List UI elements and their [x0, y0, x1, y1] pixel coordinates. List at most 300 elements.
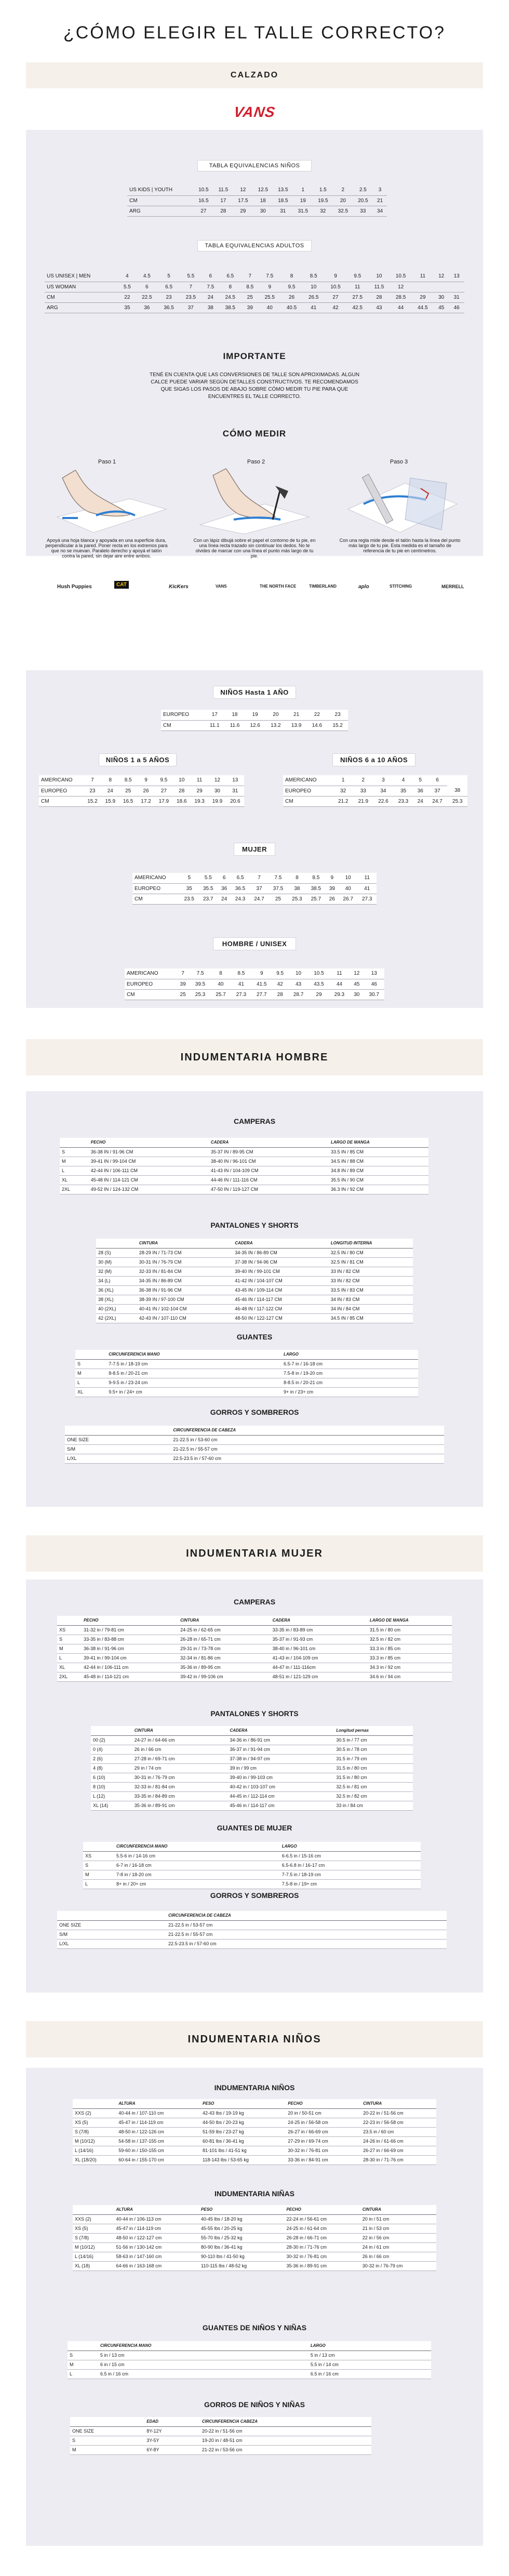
table-row [83, 1870, 421, 1879]
paso-2-illustration [197, 468, 312, 535]
table-cell: 36 [413, 786, 427, 796]
table-cell: 30.5 in / 78 cm [334, 1745, 413, 1754]
table-row [161, 710, 348, 720]
table-cell: 38 [447, 786, 467, 796]
paso-1-illustration [52, 468, 171, 535]
table-cell: 22.6 [373, 796, 394, 806]
table-row-label: 4 (8) [91, 1763, 132, 1773]
table-cell: 1 [333, 775, 353, 786]
table-cell: 35.5 [198, 883, 217, 894]
table-cell: 34 [373, 786, 394, 796]
table-row-label: XL [60, 1175, 89, 1185]
table-header-row [73, 2099, 436, 2108]
table-cell: 22.5-23.5 in / 57-60 cm [166, 1939, 447, 1948]
table-cell: 9+ in / 23+ cm [282, 1387, 418, 1397]
table-row-label: L/XL [57, 1939, 166, 1948]
table-cell: 19-20 in / 48-51 cm [200, 2436, 371, 2445]
ninos-t1-title: INDUMENTARIA NIÑOS [214, 2083, 295, 2092]
table-header-cell [83, 1842, 114, 1851]
como-medir-heading: CÓMO MEDIR [222, 429, 287, 439]
vans-logo: VANS [233, 104, 277, 120]
mujer-camperas-table [57, 1616, 452, 1682]
table-cell: 21.2 [333, 796, 353, 806]
table-cell: 20 [333, 195, 353, 206]
table-cell: 21 [286, 710, 307, 720]
table-cell: 32-33 in / 81-84 cm [132, 1782, 228, 1791]
table-row [96, 1295, 413, 1304]
table-row-label: L/XL [65, 1454, 171, 1463]
table-cell: 35-36 in / 89-91 cm [284, 2261, 360, 2270]
table-cell: 24-25 in / 62-65 cm [178, 1625, 271, 1635]
table-cell: 30-32 in / 76-81 cm [284, 2252, 360, 2261]
table-header-cell: ALTURA [116, 2099, 200, 2108]
ninos-indumentaria-table [73, 2099, 436, 2165]
table-row [125, 968, 384, 979]
table-cell: 21-22.5 in / 55-57 cm [171, 1444, 444, 1454]
table-cell: 9 [137, 775, 155, 786]
table-row [39, 786, 244, 796]
table-cell: 24 [202, 292, 219, 302]
table-cell: 10.5 [325, 282, 346, 292]
table-row-label: ARG [45, 302, 118, 313]
table-row-label: S/M [57, 1930, 166, 1939]
table-cell: 24 [413, 796, 427, 806]
table-row-label: 8 (10) [91, 1782, 132, 1791]
table-cell: 22.5-23.5 in / 57-60 cm [171, 1454, 444, 1463]
table-cell: 24.7 [427, 796, 448, 806]
table-row [75, 1359, 418, 1369]
table-cell: 36-37 in / 91-94 cm [227, 1745, 334, 1754]
indumentaria-hombre-band: INDUMENTARIA HOMBRE [26, 1039, 483, 1075]
table-cell: 48-50 in / 122-127 cm [114, 2233, 199, 2242]
table-cell: 12 [390, 282, 411, 292]
brands-strip [26, 575, 483, 601]
table-cell: 24 in / 61 cm [360, 2242, 436, 2252]
table-cell: 15.9 [101, 796, 119, 806]
table-cell: 27.3 [357, 894, 377, 904]
table-row [70, 2426, 371, 2436]
table-row-label: XS [57, 1625, 82, 1635]
hombre-gorros-title: GORROS Y SOMBREROS [210, 1408, 299, 1416]
table-cell: 41-43 in / 104-109 cm [271, 1653, 368, 1663]
ninas-indumentaria-table [73, 2205, 436, 2271]
table-cell: 8-8.5 in / 20-21 cm [282, 1378, 418, 1387]
table-header-row [68, 2341, 431, 2351]
table-cell: 46 [449, 302, 464, 313]
table-row-label: 42 (2XL) [96, 1313, 137, 1323]
table-row-label: EUROPEO [161, 710, 205, 720]
table-row [132, 873, 377, 883]
table-cell: 20 [265, 710, 286, 720]
table-row-label: S [83, 1861, 114, 1870]
table-cell: 7.5-8 in / 19+ cm [280, 1879, 421, 1889]
table-cell: 39.5 [190, 979, 210, 989]
table-cell: 12.6 [245, 720, 265, 731]
table-row [60, 1147, 428, 1157]
table-cell: 23.5 [180, 894, 198, 904]
table-cell [434, 282, 449, 292]
table-row [161, 720, 348, 731]
table-header-cell: LARGO [280, 1842, 421, 1851]
table-row-label: ONE SIZE [57, 1920, 166, 1930]
table-cell: 34-36 in / 86-91 cm [227, 1735, 334, 1745]
ninos-1-5-title: NIÑOS 1 a 5 AÑOS [99, 753, 177, 766]
table-header-cell: CIRCUNFERENCIA MANO [114, 1842, 280, 1851]
table-cell: 21 in / 53 cm [360, 2224, 436, 2233]
table-cell: 29 [309, 989, 329, 1000]
table-header-cell [96, 1239, 137, 1248]
table-cell: 13.2 [265, 720, 286, 731]
adultos-equivalencias-table [45, 271, 464, 313]
ninos-6-10-title: NIÑOS 6 a 10 AÑOS [332, 753, 416, 766]
table-cell: 12 [350, 968, 364, 979]
table-cell: 36-38 IN / 91-96 CM [89, 1147, 209, 1157]
table-cell: 10 [173, 775, 191, 786]
hombre-calzado-table [125, 968, 384, 1000]
paso-3-caption: Con una regla mide desde el talón hasta la línea del punto más largo de tu pie. Esta medida es el tamaño de referencia de tu pie en centímetros. [339, 538, 461, 553]
table-row-label: 32 (M) [96, 1267, 137, 1276]
table-cell: 28 [368, 292, 390, 302]
table-cell: 34 [373, 206, 387, 216]
table-row-label: 2XL [60, 1185, 89, 1194]
table-header-cell: LARGO DE MANGA [329, 1138, 428, 1147]
table-cell: 7-8 in / 18-20 cm [114, 1870, 280, 1879]
hombre-unisex-title: HOMBRE / UNISEX [213, 937, 296, 950]
table-row [125, 979, 384, 989]
page-title: ¿CÓMO ELEGIR EL TALLE CORRECTO? [63, 23, 446, 43]
table-cell: 17 [205, 710, 225, 720]
table-cell: 7 [241, 271, 259, 282]
table-cell: 118-143 lbs / 53-65 kg [200, 2155, 286, 2165]
table-header-cell: LARGO [309, 2341, 431, 2351]
hombre-guantes-table [75, 1350, 418, 1397]
table-cell: 34-35 IN / 86-89 CM [233, 1248, 328, 1257]
table-cell: 26 [137, 786, 155, 796]
table-cell: 40.5 [280, 302, 302, 313]
table-cell: 54-58 in / 137-155 cm [116, 2136, 200, 2146]
table-cell: 28.7 [288, 989, 309, 1000]
table-cell: 25.5 [259, 292, 280, 302]
table-cell: 60-81 lbs / 36-41 kg [200, 2136, 286, 2146]
table-row [127, 206, 387, 216]
table-row-label: XL [57, 1663, 82, 1672]
table-cell: 4.5 [136, 271, 158, 282]
table-cell: 42-44 IN / 106-111 CM [89, 1166, 209, 1175]
table-cell: 32.5 [333, 206, 353, 216]
table-row [283, 775, 467, 786]
table-cell: 23 [327, 710, 348, 720]
table-cell: 21-22.5 in / 53-60 cm [171, 1435, 444, 1444]
hombre-pantalones-title: PANTALONES Y SHORTS [210, 1221, 299, 1229]
table-cell: 9.5 [155, 775, 172, 786]
table-cell: 10.5 [390, 271, 411, 282]
table-cell: 10 [288, 968, 309, 979]
table-row-label: L [57, 1653, 82, 1663]
table-header-cell: CINTURA [178, 1616, 271, 1625]
table-cell: 12 [233, 185, 253, 195]
ninos-equivalencias-title: TABLA EQUIVALENCIAS NIÑOS [197, 160, 312, 171]
table-cell: 3 [373, 775, 394, 786]
table-cell: 18.6 [173, 796, 191, 806]
table-row [45, 292, 464, 302]
table-cell: 22 [118, 292, 136, 302]
table-cell: 28 [272, 989, 288, 1000]
table-cell: 32-33 IN / 81-84 CM [137, 1267, 233, 1276]
table-header-cell: LARGO DE MANGA [368, 1616, 452, 1625]
table-cell: 11 [191, 775, 208, 786]
table-cell: 42 [272, 979, 288, 989]
table-cell: 38 [202, 302, 219, 313]
table-row [39, 775, 244, 786]
table-header-cell: ALTURA [114, 2205, 199, 2214]
table-row [73, 2214, 436, 2224]
table-cell: 8 [101, 775, 119, 786]
table-cell: 33-35 in / 83-89 cm [271, 1625, 368, 1635]
table-row [45, 271, 464, 282]
table-cell: 28-29 IN / 71-73 CM [137, 1248, 233, 1257]
table-row-label: S [75, 1359, 106, 1369]
table-cell: 34 IN / 84 CM [329, 1304, 413, 1313]
table-cell: 38.5 [306, 883, 325, 894]
table-cell: 25.3 [190, 989, 210, 1000]
table-row-label: L [75, 1378, 106, 1387]
table-row [65, 1454, 444, 1463]
table-cell: 32.5 in / 81 cm [334, 1782, 413, 1791]
table-row [83, 1879, 421, 1889]
table-cell: 5 [180, 873, 198, 883]
table-cell: 23.5 [180, 292, 202, 302]
table-cell: 34-35 IN / 86-89 CM [137, 1276, 233, 1285]
table-cell: 28-30 in / 71-76 cm [361, 2155, 436, 2165]
table-cell: 34.3 in / 92 cm [368, 1663, 452, 1672]
table-header-cell [65, 1426, 171, 1435]
table-cell: 34.5 IN / 88 CM [329, 1157, 428, 1166]
table-row [60, 1175, 428, 1185]
table-cell: 31.5 in / 80 cm [334, 1763, 413, 1773]
table-row [73, 2136, 436, 2146]
table-row-label: AMERICANO [125, 968, 176, 979]
table-cell: 44.5 [412, 302, 434, 313]
table-header-cell: Longitud pernas [334, 1726, 413, 1735]
table-cell: 21-22 in / 53-56 cm [200, 2445, 371, 2454]
table-row-label: M [60, 1157, 89, 1166]
hombre-guantes-title: GUANTES [236, 1333, 273, 1341]
table-cell: 26.5 [303, 292, 325, 302]
table-cell: 42.5 [346, 302, 368, 313]
table-cell: 20.5 [353, 195, 373, 206]
table-row-label: M [75, 1369, 106, 1378]
table-cell: 8.5 [306, 873, 325, 883]
table-cell: 25 [119, 786, 137, 796]
table-cell: 31 [226, 786, 244, 796]
table-cell: 40-42 in / 103-107 cm [227, 1782, 334, 1791]
table-cell: 38.5 [219, 302, 241, 313]
table-cell: 36-38 in / 91-96 cm [82, 1644, 178, 1653]
ninos-6-10-table [283, 775, 467, 807]
ninos-hasta-1-table [161, 710, 348, 731]
table-row-label: EUROPEO [132, 883, 180, 894]
table-cell: 9.5 [272, 968, 288, 979]
table-cell: 32.5 in / 82 cm [368, 1635, 452, 1644]
table-cell: 6.5 in / 16 cm [309, 2369, 431, 2379]
table-cell: 17 [213, 195, 233, 206]
table-header-row [57, 1616, 452, 1625]
table-cell: 41 [231, 979, 251, 989]
table-cell: 6 [202, 271, 219, 282]
table-row-label: S/M [65, 1444, 171, 1454]
table-row-label: CM [125, 989, 176, 1000]
table-cell: 41 [303, 302, 325, 313]
table-cell: 30.7 [364, 989, 384, 1000]
paso-2-label: Paso 2 [247, 459, 265, 465]
table-cell: 24-25 in / 61-64 cm [284, 2224, 360, 2233]
table-cell: 55-70 lbs / 25-32 kg [199, 2233, 285, 2242]
table-row [91, 1782, 413, 1791]
hombre-gorros-table [65, 1426, 444, 1464]
table-cell: 23.7 [198, 894, 217, 904]
table-cell: 7.5 [259, 271, 280, 282]
table-row [96, 1267, 413, 1276]
table-cell: 4 [118, 271, 136, 282]
table-row [45, 302, 464, 313]
table-cell: 8 [210, 968, 231, 979]
table-cell: 29 [412, 292, 434, 302]
brand-aplo: aplo [358, 584, 369, 590]
table-cell: 21-22.5 in / 55-57 cm [166, 1930, 447, 1939]
table-cell: 5.5 [118, 282, 136, 292]
table-cell: 22-23 in / 56-58 cm [361, 2118, 436, 2127]
table-row [60, 1166, 428, 1175]
brand-timberland: TIMBERLAND [309, 584, 337, 589]
table-cell: 10 [339, 873, 357, 883]
table-cell [412, 282, 434, 292]
table-header-row [83, 1842, 421, 1851]
table-cell: 42-43 lbs / 19-19 kg [200, 2108, 286, 2118]
table-row [57, 1653, 452, 1663]
table-row [57, 1939, 447, 1948]
table-header-row [91, 1726, 413, 1735]
table-row [57, 1644, 452, 1653]
table-cell: 24-25 in / 56-58 cm [286, 2118, 361, 2127]
table-cell: 45-48 in / 114-121 cm [82, 1672, 178, 1681]
table-row [73, 2261, 436, 2270]
table-cell: 30.5 in / 77 cm [334, 1735, 413, 1745]
table-cell: 26-28 in / 65-71 cm [178, 1635, 271, 1644]
table-cell: 45 [350, 979, 364, 989]
table-cell: 32.5 IN / 81 CM [329, 1257, 413, 1267]
table-cell: 80-90 lbs / 36-41 kg [199, 2242, 285, 2252]
table-cell: 5.5 [198, 873, 217, 883]
hombre-pantalones-table [96, 1239, 413, 1323]
table-cell: 45-46 IN / 114-117 CM [233, 1295, 328, 1304]
table-row-label: L (12) [91, 1791, 132, 1801]
indumentaria-ninos-band: INDUMENTARIA NIÑOS [26, 2021, 483, 2057]
table-cell: 36.5 [158, 302, 180, 313]
table-cell: 30 [434, 292, 449, 302]
table-cell: 60-64 in / 155-170 cm [116, 2155, 200, 2165]
table-header-cell: CADERA [209, 1138, 329, 1147]
table-cell: 21-22.5 in / 53-57 cm [166, 1920, 447, 1930]
table-cell: 45-55 lbs / 20-25 kg [199, 2224, 285, 2233]
table-cell: 35-37 in / 91-93 cm [271, 1635, 368, 1644]
table-cell [449, 282, 464, 292]
table-header-cell: PECHO [89, 1138, 209, 1147]
importante-text: TENÉ EN CUENTA QUE LAS CONVERSIONES DE TALLE SON APROXIMADAS. ALGUN CALCE PUEDE VARIAR SEGÚN DETALLES CONSTRUCTIVOS. TE RECOMENDAMOS QUE SIGAS LOS PASOS DE ABAJO SOBRE CÓMO MEDIR TU PIE PARA QUE ENCUENTRES EL TALLE CORRECTO. [150, 372, 359, 400]
table-cell: 26-27 in / 66-69 cm [286, 2127, 361, 2136]
table-cell: 31.5 in / 80 cm [334, 1773, 413, 1782]
table-row [73, 2118, 436, 2127]
table-cell: 9.5 [346, 271, 368, 282]
table-cell: 43.5 [309, 979, 329, 989]
table-cell: 31.5 [293, 206, 313, 216]
table-row-label: US UNISEX | MEN [45, 271, 118, 282]
paso-1-label: Paso 1 [98, 459, 116, 465]
table-header-cell [60, 1138, 89, 1147]
table-cell: 24.3 [231, 894, 249, 904]
table-cell: 10 [303, 282, 325, 292]
table-header-row [65, 1426, 444, 1435]
table-cell: 81-101 lbs / 41-51 kg [200, 2146, 286, 2155]
table-row-label: AMERICANO [283, 775, 333, 786]
table-cell: 33 [353, 786, 373, 796]
table-row [91, 1773, 413, 1782]
table-cell: 27-28 in / 69-71 cm [132, 1754, 228, 1763]
table-cell: 25.3 [447, 796, 467, 806]
table-row-label: 6 (10) [91, 1773, 132, 1782]
table-header-cell: PESO [199, 2205, 285, 2214]
table-header-cell: CIRCUNFERENCIA DE CABEZA [166, 1911, 447, 1920]
table-cell: 110-115 lbs / 48-52 kg [199, 2261, 285, 2270]
indumentaria-mujer-band: INDUMENTARIA MUJER [26, 1535, 483, 1572]
table-row-label: EUROPEO [39, 786, 84, 796]
table-cell: 6Y-8Y [144, 2445, 200, 2454]
table-row-label: 34 (L) [96, 1276, 137, 1285]
table-cell: 12.5 [253, 185, 273, 195]
table-cell: 12 [434, 271, 449, 282]
table-cell: 19.3 [191, 796, 208, 806]
table-cell: 48-51 in / 121-129 cm [271, 1672, 368, 1681]
table-header-cell: LONGITUD INTERNA [329, 1239, 413, 1248]
table-cell: 90-110 lbs / 41-50 kg [199, 2252, 285, 2261]
table-cell: 42 [325, 302, 346, 313]
table-row-label: M [68, 2360, 98, 2369]
table-header-row [70, 2417, 371, 2426]
table-cell: 44-45 in / 112-114 cm [227, 1791, 334, 1801]
table-row [73, 2224, 436, 2233]
table-row-label: CM [39, 796, 84, 806]
table-row [68, 2360, 431, 2369]
mujer-camperas-title: CAMPERAS [233, 1598, 276, 1606]
table-header-row [96, 1239, 413, 1248]
table-row [68, 2369, 431, 2379]
table-row-label: 30 (M) [96, 1257, 137, 1267]
table-cell: 33.5 IN / 85 CM [329, 1147, 428, 1157]
table-header-cell: PESO [200, 2099, 286, 2108]
table-cell: 39 [326, 883, 339, 894]
table-cell: 5 in / 13 cm [98, 2351, 309, 2360]
table-cell: 15.2 [84, 796, 101, 806]
table-header-cell: CINTURA [137, 1239, 233, 1248]
table-cell: 1 [293, 185, 313, 195]
table-cell: 13 [364, 968, 384, 979]
table-cell: 32 [313, 206, 333, 216]
table-row [96, 1276, 413, 1285]
table-cell: 5.5-6 in / 14-16 cm [114, 1851, 280, 1861]
table-row [68, 2351, 431, 2360]
table-cell: 40-41 IN / 102-104 CM [137, 1304, 233, 1313]
table-cell: 32 [333, 786, 353, 796]
table-row [73, 2127, 436, 2136]
